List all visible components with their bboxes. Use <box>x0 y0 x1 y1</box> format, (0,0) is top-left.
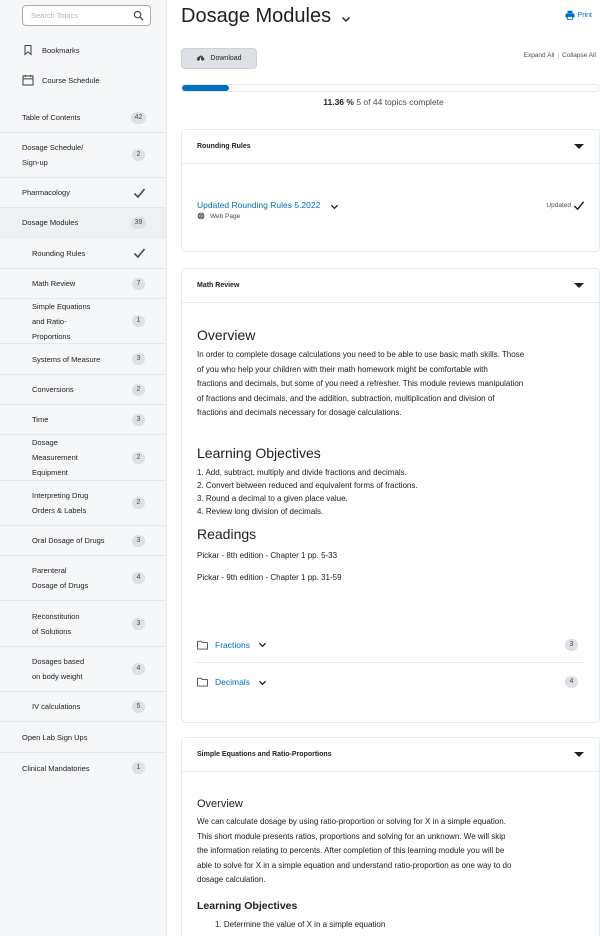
learning-objectives-heading: Learning Objectives <box>197 444 321 461</box>
count-badge: 2 <box>132 497 145 509</box>
count-badge: 39 <box>131 217 146 229</box>
count-badge: 1 <box>132 762 145 774</box>
module-title: Math Review <box>197 282 240 289</box>
module-card-simple-equations <box>181 737 600 936</box>
checkmark-icon <box>133 187 146 199</box>
count-badge: 2 <box>132 384 145 396</box>
paragraph-line: of you who help your children with their math homework might be comfortable with <box>197 364 488 374</box>
reading-item: Pickar - 9th edition - Chapter 1 pp. 31-59 <box>197 573 342 582</box>
module-header[interactable] <box>182 130 599 164</box>
search-input[interactable] <box>23 6 123 25</box>
expand-collapse-controls <box>524 52 596 59</box>
progress-fill <box>182 85 229 91</box>
count-badge: 2 <box>132 452 145 464</box>
collapse-all-link[interactable]: Collapse All <box>562 52 596 59</box>
count-badge: 3 <box>132 535 145 547</box>
count-badge: 3 <box>132 414 145 426</box>
nav-item-pharmacology[interactable] <box>0 178 166 208</box>
chevron-down-icon[interactable] <box>258 640 267 649</box>
caret-down-icon[interactable] <box>574 752 584 757</box>
caret-down-icon[interactable] <box>574 283 584 288</box>
reading-item: Pickar - 8th edition - Chapter 1 pp. 5-33 <box>197 550 338 560</box>
paragraph-line: dosage calculation. <box>197 875 266 884</box>
nav-item-label: Dosage Schedule/ Sign-up <box>22 143 84 167</box>
count-badge: 4 <box>132 663 145 675</box>
nav-item-label: Dosages based on body weight <box>32 657 85 681</box>
nav-item-dosage-schedule[interactable] <box>0 133 166 178</box>
objective-item: 2. Convert between reduced and equivalent forms of fractions. <box>197 480 418 490</box>
cloud-download-icon <box>196 54 205 63</box>
print-button[interactable] <box>565 10 592 20</box>
nav-item-label: IV calculations <box>32 702 81 711</box>
progress-topics-text: 5 of 44 topics complete <box>356 97 444 107</box>
nav-item-label: Table of Contents <box>22 113 81 122</box>
paragraph-line: of fractions and decimals, and the addition, subtraction, multiplication and division of <box>197 393 495 403</box>
paragraph-line: We can calculate dosage by using ratio-proportion or solving for X in a simple equation. <box>197 817 506 826</box>
nav-item-reconstitution[interactable] <box>0 601 166 647</box>
completion-status <box>546 200 585 211</box>
module-header[interactable] <box>182 269 599 303</box>
caret-down-icon[interactable] <box>574 144 584 149</box>
nav-item-label: Systems of Measure <box>32 354 101 364</box>
nav-item-label: Oral Dosage of Drugs <box>32 536 105 545</box>
nav-item-iv-calculations[interactable] <box>0 692 166 722</box>
nav-item-dosage-measurement-equipment[interactable] <box>0 435 166 481</box>
paragraph-line: In order to complete dosage calculations you need to be able to use basic math skills. Those <box>197 350 525 359</box>
sidebar <box>0 0 167 936</box>
globe-icon <box>197 212 205 220</box>
paragraph-line: This short module presents ratios, proportions and solving for an unknown. We will skip <box>197 831 506 841</box>
topic-link[interactable]: Updated Rounding Rules 5.2022 <box>197 199 321 210</box>
download-label: Download <box>210 55 242 62</box>
separator: | <box>557 52 560 59</box>
objective-item: 3. Round a decimal to a given place value. <box>197 493 348 503</box>
nav-item-label: Clinical Mandatories <box>22 763 90 773</box>
download-button[interactable] <box>181 48 257 69</box>
nav-item-label: Math Review <box>32 279 76 288</box>
nav-item-label: Simple Equations and Ratio-Proportions <box>32 301 91 341</box>
calendar-icon <box>22 74 34 86</box>
nav-item-label: Parenteral Dosage of Drugs <box>32 566 89 590</box>
overview-heading: Overview <box>197 327 256 343</box>
count-badge: 1 <box>132 315 145 327</box>
module-header[interactable] <box>182 738 599 772</box>
count-badge: 42 <box>131 112 146 124</box>
page-title-text: Dosage Modules <box>181 5 332 27</box>
paragraph-line: the information relating to percents. After completion of this learning module you will be <box>197 846 505 855</box>
nav-item-open-lab-sign-ups[interactable] <box>0 722 166 753</box>
nav-item-label: Pharmacology <box>22 188 70 197</box>
objective-item: 1. Determine the value of X in a simple equation <box>215 919 386 929</box>
main-content <box>167 0 600 936</box>
count-badge: 3 <box>132 353 145 365</box>
nav-item-math-review[interactable] <box>0 269 166 299</box>
nav-item-conversions[interactable] <box>0 375 166 405</box>
nav-item-oral-dosage[interactable] <box>0 526 166 556</box>
nav-item-label: Reconstitution of Solutions <box>32 611 80 636</box>
module-description <box>197 798 592 932</box>
module-title: Simple Equations and Ratio-Proportions <box>197 751 332 758</box>
nav-item-interpreting-drug-orders[interactable] <box>0 481 166 526</box>
chevron-down-icon[interactable] <box>258 678 267 687</box>
objectives-list <box>197 466 587 518</box>
page-title[interactable] <box>181 5 351 28</box>
objective-item: 1. Add, subtract, multiply and divide fractions and decimals. <box>197 467 407 477</box>
bookmark-icon <box>22 44 34 56</box>
folder-icon <box>197 640 208 650</box>
nav-item-time[interactable] <box>0 405 166 435</box>
course-schedule-label: Course Schedule <box>42 75 100 85</box>
module-title: Rounding Rules <box>197 143 251 150</box>
count-badge: 3 <box>132 618 145 630</box>
search-box <box>22 5 151 26</box>
nav-item-systems-of-measure[interactable] <box>0 344 166 375</box>
submodule-fractions[interactable] <box>197 627 584 663</box>
submodule-decimals[interactable] <box>197 664 584 700</box>
paragraph-line: able to solve for X in a simple equation and understand ratio-proportion as one way to do <box>197 860 512 870</box>
bookmarks-link[interactable] <box>22 42 80 58</box>
count-badge: 2 <box>132 149 145 161</box>
count-badge: 4 <box>132 572 145 584</box>
count-badge: 3 <box>565 639 578 651</box>
module-description <box>197 327 587 586</box>
nav-item-label: Interpreting Drug Orders & Labels <box>32 491 89 515</box>
nav-item-label: Dosage Modules <box>22 218 79 227</box>
count-badge: 5 <box>132 701 145 713</box>
paragraph-line: fractions and decimals necessary for dosage calculations. <box>197 408 402 417</box>
topic-type: Web Page <box>210 212 241 220</box>
topic-row <box>197 198 339 220</box>
progress-percent: 11.36 % <box>323 97 354 107</box>
nav-item-rounding-rules[interactable] <box>0 238 166 269</box>
chevron-down-icon[interactable] <box>330 202 339 211</box>
checkmark-icon <box>133 247 146 259</box>
printer-icon <box>565 10 575 20</box>
nav-item-label: Open Lab Sign Ups <box>22 732 88 742</box>
overview-text <box>197 815 592 888</box>
nav-item-label: Time <box>32 415 49 424</box>
status-label: Updated <box>546 202 571 209</box>
nav-item-label: Dosage Measurement Equipment <box>32 438 78 477</box>
count-badge: 7 <box>132 278 145 290</box>
print-label: Print <box>577 11 592 19</box>
table-of-contents-nav <box>0 103 166 783</box>
module-card-rounding-rules <box>181 129 600 252</box>
submodule-link[interactable]: Decimals <box>215 677 250 687</box>
submodule-link[interactable]: Fractions <box>215 639 250 650</box>
count-badge: 4 <box>565 676 578 688</box>
readings-heading: Readings <box>197 525 257 542</box>
expand-all-link[interactable]: Expand All <box>523 52 555 59</box>
nav-item-simple-equations[interactable] <box>0 299 166 344</box>
nav-item-dosages-body-weight[interactable] <box>0 647 166 692</box>
folder-icon <box>197 677 208 687</box>
bookmarks-label: Bookmarks <box>42 45 80 55</box>
nav-item-clinical-mandatories[interactable] <box>0 753 166 783</box>
progress-bar <box>181 84 599 92</box>
paragraph-line: fractions and decimals, but some of you need a refresher. This module reviews manipulation <box>197 379 524 388</box>
nav-item-table-of-contents[interactable] <box>0 103 166 133</box>
nav-item-dosage-modules[interactable] <box>0 208 166 238</box>
search-icon[interactable] <box>133 10 144 21</box>
module-card-math-review <box>181 268 600 723</box>
overview-text <box>197 348 587 421</box>
course-schedule-link[interactable] <box>22 72 100 88</box>
learning-objectives-heading: Learning Objectives <box>197 899 298 912</box>
nav-item-label: Rounding Rules <box>32 248 86 258</box>
objective-item: 4. Review long division of decimals. <box>197 506 324 516</box>
chevron-down-icon[interactable] <box>341 14 351 24</box>
nav-item-label: Conversions <box>32 385 74 394</box>
nav-item-parenteral-dosage[interactable] <box>0 556 166 601</box>
checkmark-icon <box>573 200 585 211</box>
progress-summary <box>167 97 600 107</box>
overview-heading: Overview <box>197 798 243 810</box>
